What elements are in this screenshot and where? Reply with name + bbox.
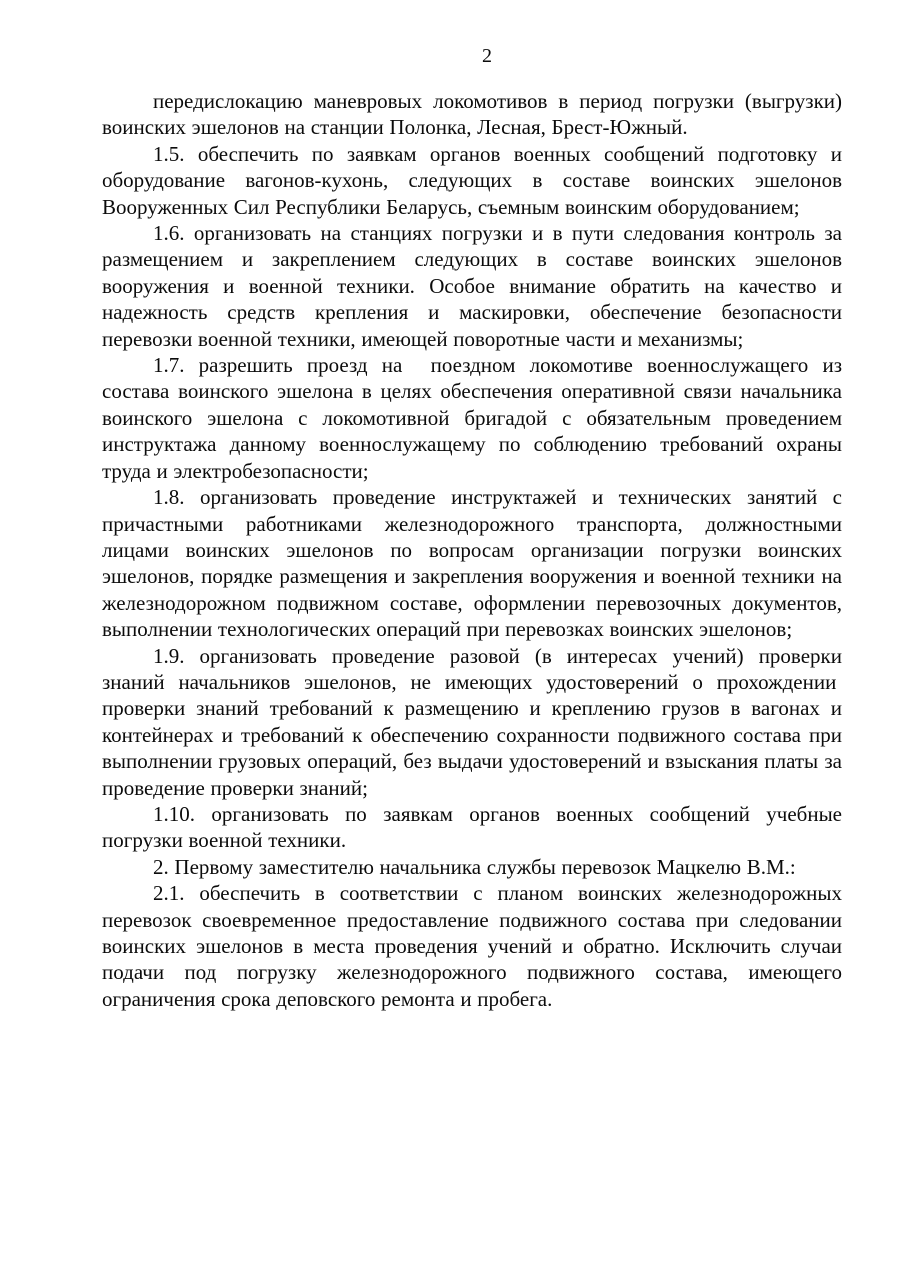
document-body <box>102 88 842 1012</box>
paragraph-1-9: 1.9. организовать проведение разовой (в интересах учений) проверки знаний начальников эшелонов, не имеющих удостоверений о прохождении проверки знаний требований к размещению и креплению грузов в вагонах и контейнерах и требований к обеспечению сохранности подвижного состава при выполнении грузовых операций, без выдачи удостоверений и взыскания платы за проведение проверки знаний; <box>102 643 842 800</box>
page-number: 2 <box>482 45 492 67</box>
paragraph-2-1: 2.1. обеспечить в соответствии с планом воинских железнодорожных перевозок своевременное предоставление подвижного состава при следовании воинских эшелонов в места проведения учений и обратно. Исключить случаи подачи под погрузку железнодорожного подвижного состава, имеющего ограничения срока деповского ремонта и пробега. <box>102 881 842 1011</box>
paragraph-2: 2. Первому заместителю начальника службы перевозок Мацкелю В.М.: <box>153 854 796 879</box>
paragraph-continuation: передислокацию маневровых локомотивов в период погрузки (выгрузки) воинских эшелонов на станции Полонка, Лесная, Брест-Южный. <box>102 89 842 140</box>
paragraph-1-6: 1.6. организовать на станциях погрузки и в пути следования контроль за размещением и закреплением следующих в составе воинских эшелонов вооружения и военной техники. Особое внимание обратить на качество и надежность средств крепления и маскировки, обеспечение безопасности перевозки военной техники, имеющей поворотные части и механизмы; <box>102 221 842 351</box>
paragraph-1-8: 1.8. организовать проведение инструктажей и технических занятий с причастными работниками железнодорожного транспорта, должностными лицами воинских эшелонов по вопросам организации погрузки воинских эшелонов, порядке размещения и закрепления вооружения и военной техники на железнодорожном подвижном составе, оформлении перевозочных документов, выполнении технологических операций при перевозках воинских эшелонов; <box>102 485 842 642</box>
paragraph-1-5: 1.5. обеспечить по заявкам органов военных сообщений подготовку и оборудование вагонов-кухонь, следующих в составе воинских эшелонов Вооруженных Сил Республики Беларусь, съемным воинским оборудованием; <box>102 141 842 219</box>
paragraph-1-7: 1.7. разрешить проезд на поездном локомотиве военнослужащего из состава воинского эшелона в целях обеспечения оперативной связи начальника воинского эшелона с локомотивной бригадой с обязательным проведением инструктажа данному военнослужащему по соблюдению требований охраны труда и электробезопасности; <box>102 353 842 483</box>
paragraph-1-10: 1.10. организовать по заявкам органов военных сообщений учебные погрузки военной техники. <box>102 801 842 853</box>
